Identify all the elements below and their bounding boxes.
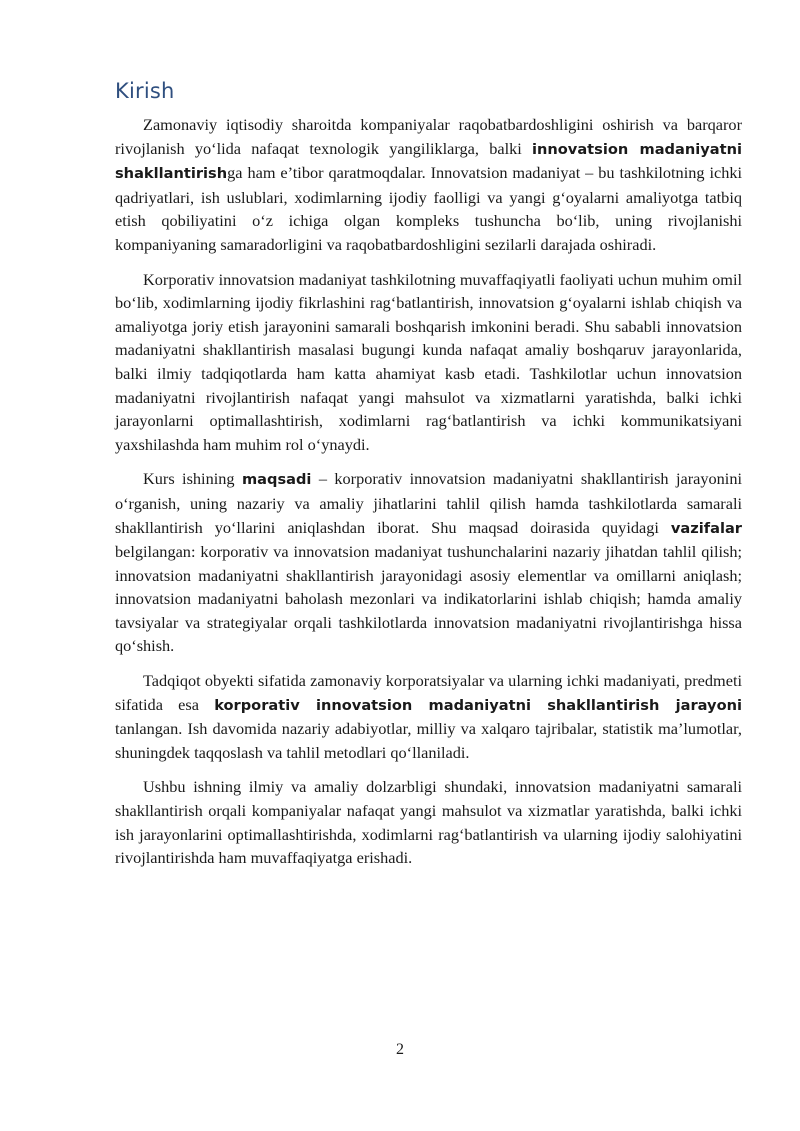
paragraph-2-text-a: Korporativ innovatsion madaniyat tashkilotning muvaffaqiyatli faoliyati uchun muhim omil bo‘lib, xodimlarning ijodiy fikrlashini rag‘batlantirish, innovatsion g‘oyalarni ishlab chiqish va amaliyotga joriy etish jarayonini samarali boshqarish imkonini beradi. Shu sababli innovatsion madaniyatni shakllantirish masalasi bugungi kunda nafaqat amaliy boshqaruv jarayonlarida, balki ilmiy tadqiqotlarda ham katta ahamiyat kasb etadi. Tashkilotlar uchun innovatsion madaniyatni rivojlantirish nafaqat yangi mahsulot va xizmatlarni yaratishda, balki ichki jarayonlarni optimallashtirish, xodimlarni rag‘batlantirish va ichki kommunikatsiyani yaxshilashda ham muhim rol o‘ynaydi. [115, 269, 742, 454]
paragraph-3-text-c: belgilangan: korporativ va innovatsion madaniyat tushunchalarini nazariy jihatdan tahlil qilish; innovatsion madaniyatni shakllantirish jarayonidagi asosiy elementlar va omillarni aniqlash; innovatsion madaniyatni baholash mezonlari va indikatorlarini ishlab chiqish; hamda amaliy tavsiyalar va strategiyalar orqali tashkilotlarda innovatsion madaniyatni rivojlantirishga hissa qo‘shish. [115, 542, 742, 656]
page-content [115, 76, 742, 881]
paragraph-2 [115, 268, 742, 457]
paragraph-4-text-a: Tadqiqot obyekti sifatida zamonaviy korporatsiyalar va ularning ichki madaniyati, predmeti sifatida esa [115, 671, 742, 714]
paragraph-3 [115, 467, 742, 658]
paragraph-1 [115, 113, 742, 257]
paragraph-4-bold-a: korporativ innovatsion madaniyatni shakllantirish jarayoni [214, 696, 742, 714]
page-number: 2 [396, 1041, 404, 1058]
paragraph-5 [115, 775, 742, 869]
paragraph-1-bold-a: innovatsion madaniyatni shakllantirish [115, 140, 742, 183]
paragraph-4-text-b: tanlangan. Ish davomida nazariy adabiyotlar, milliy va xalqaro tajribalar, statistik ma’lumotlar, shuningdek taqqoslash va tahlil metodlari qo‘llaniladi. [115, 719, 742, 762]
paragraph-1-text-a: Zamonaviy iqtisodiy sharoitda kompaniyalar raqobatbardoshligini oshirish va barqaror rivojlanish yo‘lida nafaqat texnologik yangiliklarga, balki [115, 115, 742, 158]
paragraph-5-text-a: Ushbu ishning ilmiy va amaliy dolzarbligi shundaki, innovatsion madaniyatni samarali shakllantirish orqali kompaniyalar nafaqat yangi mahsulot va xizmatlar yaratishda, balki ichki ish jarayonlarini optimallashtirishda, xodimlarni rag‘batlantirish va ularning ijodiy salohiyatini rivojlantirishda ham muvaffaqiyatga erishadi. [115, 777, 742, 868]
paragraph-3-text-a: Kurs ishining [143, 469, 242, 489]
paragraph-3-bold-a: maqsadi [241, 471, 312, 489]
paragraph-3-bold-b: vazifalar [670, 519, 742, 537]
paragraph-1-text-b: ga ham e’tibor qaratmoqdalar. Innovatsion madaniyat – bu tashkilotning ichki qadriyatlari, ish uslublari, xodimlarning ijodiy faolligi va yangi g‘oyalarni amaliyotga tatbiq etish qobiliyatini o‘z ichiga olgan kompleks tushuncha bo‘lib, uning rivojlanishi kompaniyaning samaradorligini va raqobatbardoshligini sezilarli darajada oshiradi. [115, 163, 742, 254]
paragraph-3-text-b: – korporativ innovatsion madaniyatni shakllantirish jarayonini o‘rganish, uning nazariy va amaliy jihatlarini tahlil qilish hamda tashkilotlarda samarali shakllantirish yo‘llarini aniqlashdan iborat. Shu maqsad doirasida quyidagi [115, 469, 742, 537]
paragraph-4 [115, 669, 742, 764]
section-heading: Kirish [115, 79, 175, 103]
